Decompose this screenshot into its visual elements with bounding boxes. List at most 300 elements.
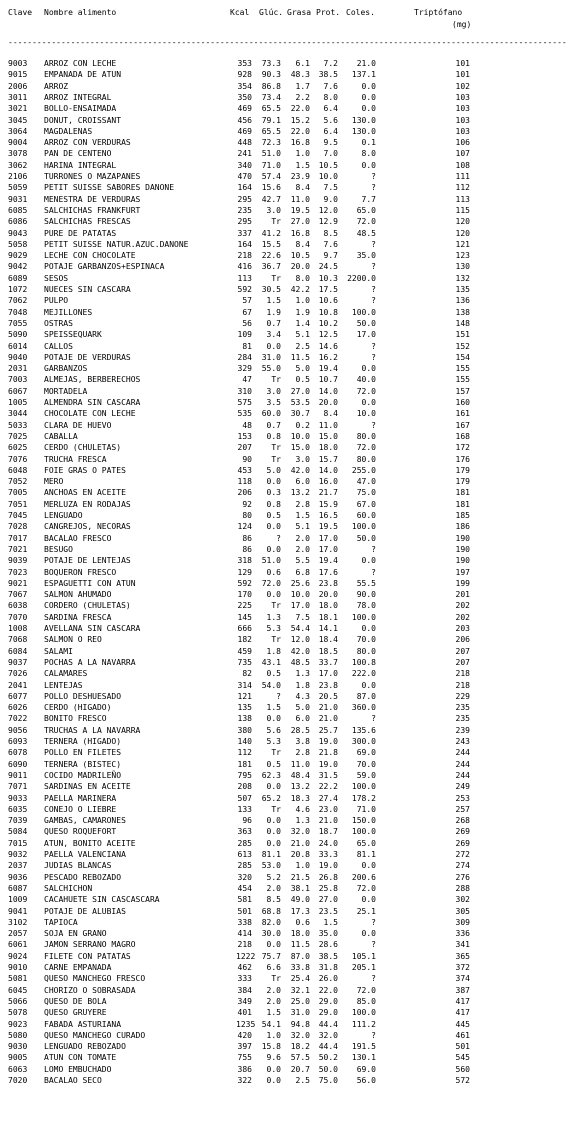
colesterol-value: 0.0 (361, 556, 376, 566)
table-row (0, 770, 479, 781)
table-row (0, 92, 479, 103)
food-name: BOQUERON FRESCO (44, 567, 117, 577)
triptofano-value: 545 (455, 1053, 470, 1063)
food-name: MERLUZA EN RODAJAS (44, 499, 131, 509)
colesterol-value: 255.0 (351, 465, 376, 475)
kcal-value: 67 (242, 307, 252, 317)
food-code: 7023 (8, 567, 28, 577)
food-name: POTAJE GARBANZOS+ESPINACA (44, 262, 165, 272)
table-row (0, 544, 479, 555)
food-name: GARBANZOS (44, 364, 88, 374)
food-name: ARROZ CON VERDURAS (44, 138, 131, 148)
glucidos-value: 0.8 (266, 499, 281, 509)
header-gluc: Glúc. (259, 8, 284, 17)
kcal-value: 470 (237, 172, 252, 181)
triptofano-value: 101 (455, 70, 470, 80)
kcal-value: 454 (237, 883, 252, 893)
colesterol-value: ? (371, 544, 376, 554)
glucidos-value: 71.0 (261, 160, 281, 170)
kcal-value: 80 (242, 511, 252, 520)
food-code: 6087 (8, 883, 28, 893)
food-code: 7039 (8, 816, 28, 826)
kcal-value: 575 (237, 398, 252, 407)
food-name: QUESO MANCHEGO FRESCO (44, 974, 146, 984)
kcal-value: 56 (242, 318, 252, 328)
food-code: 9036 (8, 872, 28, 882)
food-name: CARNE EMPANADA (44, 963, 112, 972)
proteina-value: 18.5 (318, 646, 338, 656)
triptofano-value: 179 (455, 477, 470, 487)
food-name: QUESO GRUYERE (44, 1008, 107, 1018)
kcal-value: 133 (237, 804, 252, 814)
glucidos-value: 0.0 (266, 522, 281, 532)
food-code: 7025 (8, 431, 28, 441)
kcal-value: 453 (237, 465, 252, 475)
grasa-value: 1.9 (295, 307, 310, 317)
proteina-value: 18.7 (318, 827, 338, 837)
food-code: 6089 (8, 273, 28, 283)
glucidos-value: 72.3 (261, 138, 281, 148)
grasa-value: 1.0 (295, 149, 310, 159)
food-name: HARINA INTEGRAL (44, 160, 117, 170)
food-name: JAMON SERRANO MAGRO (44, 940, 136, 950)
triptofano-value: 101 (455, 59, 470, 68)
triptofano-value: 190 (455, 533, 470, 543)
food-code: 6063 (8, 1064, 28, 1074)
grasa-value: 2.8 (295, 748, 310, 758)
grasa-value: 12.0 (290, 635, 310, 645)
triptofano-value: 136 (455, 296, 470, 306)
food-code: 7045 (8, 511, 28, 520)
table-row (0, 589, 479, 600)
table-row (0, 341, 479, 352)
triptofano-value: 197 (455, 567, 470, 577)
grasa-value: 42.0 (290, 465, 310, 475)
food-code: 6077 (8, 691, 28, 701)
table-row (0, 431, 479, 442)
kcal-value: 353 (237, 59, 252, 68)
kcal-value: 241 (237, 149, 252, 159)
food-code: 5081 (8, 974, 28, 984)
colesterol-value: 85.0 (356, 996, 376, 1006)
glucidos-value: 0.3 (266, 488, 281, 498)
kcal-value: 333 (237, 974, 252, 984)
table-row (0, 442, 479, 453)
triptofano-value: 305 (455, 906, 470, 916)
food-name: EMPANADA DE ATUN (44, 70, 122, 80)
food-name: PETIT SUISSE NATUR.AZUC.DANONE (44, 239, 189, 249)
food-name: SALMON AHUMADO (44, 590, 112, 600)
colesterol-value: 0.0 (361, 364, 376, 374)
triptofano-value: 501 (455, 1042, 470, 1052)
glucidos-value: 0.0 (266, 816, 281, 826)
colesterol-value: 21.0 (356, 59, 376, 68)
triptofano-value: 113 (455, 194, 470, 204)
proteina-value: 22.0 (318, 985, 338, 995)
glucidos-value: 1.5 (266, 703, 281, 713)
grasa-value: 20.0 (290, 262, 310, 272)
grasa-value: 33.8 (290, 963, 310, 972)
table-row (0, 533, 479, 544)
food-code: 7017 (8, 533, 28, 543)
grasa-value: 25.6 (290, 578, 310, 588)
proteina-value: 44.4 (318, 1019, 338, 1029)
food-name: PETIT SUISSE SABORES DANONE (44, 183, 175, 193)
grasa-value: 0.6 (295, 917, 310, 927)
triptofano-value: 185 (455, 511, 470, 520)
glucidos-value: 57.4 (261, 172, 281, 181)
proteina-value: 10.6 (318, 296, 338, 306)
food-name: AVELLANA SIN CASCARA (44, 624, 141, 633)
glucidos-value: 9.6 (266, 1053, 281, 1063)
colesterol-value: ? (371, 974, 376, 984)
colesterol-value: 2200.0 (347, 273, 376, 283)
grasa-value: 5.1 (295, 522, 310, 532)
food-name: ATUN, BONITO ACEITE (44, 838, 136, 848)
food-name: POCHAS A LA NAVARRA (44, 657, 136, 667)
kcal-value: 322 (237, 1076, 252, 1085)
triptofano-value: 186 (455, 522, 470, 532)
triptofano-value: 154 (455, 352, 470, 362)
table-row (0, 454, 479, 465)
header-kcal: Kcal (230, 8, 250, 17)
food-code: 5078 (8, 1008, 28, 1018)
colesterol-value: 72.0 (356, 386, 376, 396)
colesterol-value: 40.0 (356, 375, 376, 385)
food-code: 3044 (8, 409, 28, 419)
proteina-value: 16.5 (318, 511, 338, 520)
triptofano-value: 229 (455, 691, 470, 701)
food-name: TRUCHAS A LA NAVARRA (44, 725, 141, 735)
triptofano-value: 138 (455, 307, 470, 317)
grasa-value: 2.0 (295, 533, 310, 543)
grasa-value: 13.2 (290, 782, 310, 792)
grasa-value: 0.2 (295, 420, 310, 430)
proteina-value: 29.0 (318, 996, 338, 1006)
kcal-value: 340 (237, 160, 252, 170)
food-name: COCIDO MADRILEÑO (44, 770, 122, 780)
colesterol-value: 0.0 (361, 895, 376, 905)
table-header (0, 4, 479, 34)
food-name: CERDO (HIGADO) (44, 703, 112, 713)
table-row (0, 476, 479, 487)
food-name: PAELLA VALENCIANA (44, 850, 126, 859)
proteina-value: 31.8 (318, 963, 338, 972)
glucidos-value: 0.7 (266, 420, 281, 430)
glucidos-value: 0.0 (266, 1076, 281, 1085)
food-name: ARROZ CON LECHE (44, 59, 117, 68)
food-code: 6038 (8, 601, 28, 611)
kcal-value: 735 (237, 657, 252, 667)
grasa-value: 17.3 (290, 906, 310, 916)
glucidos-value: 1.9 (266, 307, 281, 317)
food-name: DONUT, CROISSANT (44, 115, 122, 125)
grasa-value: 18.0 (290, 929, 310, 939)
header-grasa: Grasa (287, 8, 312, 17)
table-row (0, 363, 479, 374)
table-row (0, 160, 479, 171)
kcal-value: 310 (237, 386, 252, 396)
grasa-value: 32.1 (290, 985, 310, 995)
kcal-value: 448 (237, 138, 252, 148)
colesterol-value: 105.1 (351, 951, 376, 961)
glucidos-value: 0.0 (266, 827, 281, 837)
glucidos-value: Tr (271, 748, 281, 758)
glucidos-value: 15.8 (261, 1042, 281, 1052)
kcal-value: 235 (237, 205, 252, 215)
kcal-value: 456 (237, 115, 252, 125)
food-code: 9004 (8, 138, 28, 148)
table-row (0, 499, 479, 510)
proteina-value: 38.5 (318, 951, 338, 961)
triptofano-value: 203 (455, 624, 470, 633)
grasa-value: 27.0 (290, 217, 310, 227)
colesterol-value: 135.6 (351, 725, 376, 735)
kcal-value: 401 (237, 1008, 252, 1018)
table-row (0, 420, 479, 431)
grasa-value: 48.3 (290, 70, 310, 80)
table-row (0, 171, 479, 182)
food-code: 6084 (8, 646, 28, 656)
proteina-value: 75.0 (318, 1076, 338, 1085)
proteina-value: 26.8 (318, 872, 338, 882)
colesterol-value: 0.0 (361, 81, 376, 91)
kcal-value: 153 (237, 431, 252, 441)
glucidos-value: Tr (271, 443, 281, 453)
header-triptofano: Triptófano (414, 8, 463, 17)
food-code: 9024 (8, 951, 28, 961)
kcal-value: 535 (237, 409, 252, 419)
grasa-value: 8.4 (295, 183, 310, 193)
food-name: SALMON O REO (44, 635, 102, 645)
proteina-value: 31.5 (318, 770, 338, 780)
table-row (0, 329, 479, 340)
kcal-value: 129 (237, 567, 252, 577)
table-row (0, 295, 479, 306)
colesterol-value: 8.0 (361, 149, 376, 159)
table-row (0, 985, 479, 996)
grasa-value: 42.2 (290, 285, 310, 294)
grasa-value: 11.5 (290, 352, 310, 362)
glucidos-value: Tr (271, 974, 281, 984)
grasa-value: 48.4 (290, 770, 310, 780)
glucidos-value: 42.7 (261, 194, 281, 204)
table-row (0, 928, 479, 939)
table-row (0, 872, 479, 883)
proteina-value: 10.5 (318, 160, 338, 170)
proteina-value: 19.4 (318, 556, 338, 566)
glucidos-value: 15.5 (261, 239, 281, 249)
triptofano-value: 107 (455, 149, 470, 159)
glucidos-value: 0.0 (266, 544, 281, 554)
kcal-value: 48 (242, 420, 252, 430)
food-name: CALAMARES (44, 669, 88, 679)
food-name: POLLO EN FILETES (44, 748, 122, 758)
glucidos-value: 31.0 (261, 352, 281, 362)
food-code: 3011 (8, 92, 28, 102)
kcal-value: 507 (237, 793, 252, 803)
table-row (0, 962, 479, 973)
food-code: 2106 (8, 172, 28, 181)
colesterol-value: ? (371, 352, 376, 362)
colesterol-value: 87.0 (356, 691, 376, 701)
colesterol-value: 100.0 (351, 307, 376, 317)
grasa-value: 7.5 (295, 612, 310, 622)
kcal-value: 92 (242, 499, 252, 509)
colesterol-value: 78.0 (356, 601, 376, 611)
triptofano-value: 274 (455, 861, 470, 871)
table-row (0, 487, 479, 498)
proteina-value: 19.0 (318, 759, 338, 769)
glucidos-value: 3.4 (266, 330, 281, 340)
glucidos-value: 68.8 (261, 906, 281, 916)
proteina-value: 10.0 (318, 172, 338, 181)
food-code: 3078 (8, 149, 28, 159)
food-name: BACALAO SECO (44, 1076, 102, 1085)
table-row (0, 849, 479, 860)
glucidos-value: Tr (271, 804, 281, 814)
colesterol-value: 67.0 (356, 499, 376, 509)
proteina-value: 18.0 (318, 443, 338, 453)
table-row (0, 996, 479, 1007)
kcal-value: 284 (237, 352, 252, 362)
triptofano-value: 374 (455, 974, 470, 984)
table-row (0, 318, 479, 329)
glucidos-value: Tr (271, 273, 281, 283)
triptofano-value: 155 (455, 375, 470, 385)
table-row (0, 781, 479, 792)
proteina-value: 10.3 (318, 273, 338, 283)
triptofano-value: 461 (455, 1030, 470, 1040)
food-name: FOIE GRAS O PATES (44, 465, 126, 475)
glucidos-value: 60.0 (261, 409, 281, 419)
glucidos-value: 0.0 (266, 838, 281, 848)
triptofano-value: 417 (455, 996, 470, 1006)
food-code: 1005 (8, 398, 28, 407)
kcal-value: 121 (237, 691, 252, 701)
table-row (0, 69, 479, 80)
grasa-value: 2.2 (295, 92, 310, 102)
glucidos-value: 1.8 (266, 646, 281, 656)
colesterol-value: 71.0 (356, 804, 376, 814)
proteina-value: 32.0 (318, 1030, 338, 1040)
food-name: TURRONES O MAZAPANES (44, 172, 141, 181)
kcal-value: 118 (237, 477, 252, 487)
table-row (0, 386, 479, 397)
colesterol-value: 48.5 (356, 228, 376, 238)
glucidos-value: 73.4 (261, 92, 281, 102)
triptofano-value: 206 (455, 635, 470, 645)
glucidos-value: 0.7 (266, 318, 281, 328)
food-name: PAELLA MARINERA (44, 793, 117, 803)
kcal-value: 218 (237, 251, 252, 261)
proteina-value: 50.0 (318, 1064, 338, 1074)
colesterol-value: 0.0 (361, 929, 376, 939)
colesterol-value: 72.0 (356, 443, 376, 453)
table-row (0, 691, 479, 702)
food-code: 1072 (8, 285, 28, 294)
triptofano-value: 120 (455, 228, 470, 238)
triptofano-value: 103 (455, 115, 470, 125)
colesterol-value: 0.0 (361, 398, 376, 407)
grasa-value: 5.0 (295, 703, 310, 713)
triptofano-value: 253 (455, 793, 470, 803)
proteina-value: 24.5 (318, 262, 338, 272)
glucidos-value: 0.8 (266, 431, 281, 441)
food-name: CHOCOLATE CON LECHE (44, 409, 136, 419)
colesterol-value: 65.0 (356, 838, 376, 848)
food-name: QUESO MANCHEGO CURADO (44, 1030, 146, 1040)
food-name: POLLO DESHUESADO (44, 691, 122, 701)
food-code: 1008 (8, 624, 28, 633)
proteina-value: 20.0 (318, 590, 338, 600)
colesterol-value: 75.0 (356, 488, 376, 498)
food-name: CERDO (CHULETAS) (44, 443, 122, 453)
colesterol-value: 81.1 (356, 850, 376, 859)
food-code: 5080 (8, 1030, 28, 1040)
table-row (0, 408, 479, 419)
table-row (0, 374, 479, 385)
table-row (0, 397, 479, 408)
proteina-value: 10.8 (318, 307, 338, 317)
proteina-value: 35.0 (318, 929, 338, 939)
triptofano-value: 179 (455, 465, 470, 475)
colesterol-value: 150.0 (351, 816, 376, 826)
glucidos-value: 6.6 (266, 963, 281, 972)
kcal-value: 420 (237, 1030, 252, 1040)
proteina-value: 21.7 (318, 488, 338, 498)
table-row (0, 815, 479, 826)
colesterol-value: 191.5 (351, 1042, 376, 1052)
table-row (0, 634, 479, 645)
glucidos-value: ? (276, 533, 281, 543)
grasa-value: 1.5 (295, 160, 310, 170)
table-row (0, 148, 479, 159)
kcal-value: 295 (237, 217, 252, 227)
triptofano-value: 103 (455, 126, 470, 136)
food-code: 5090 (8, 330, 28, 340)
glucidos-value: 1.5 (266, 1008, 281, 1018)
proteina-value: 25.8 (318, 883, 338, 893)
triptofano-value: 207 (455, 657, 470, 667)
table-row (0, 194, 479, 205)
food-name: MORTADELA (44, 386, 88, 396)
triptofano-value: 272 (455, 850, 470, 859)
food-code: 7067 (8, 590, 28, 600)
table-row (0, 826, 479, 837)
table-row (0, 465, 479, 476)
proteina-value: 23.5 (318, 906, 338, 916)
glucidos-value: 3.5 (266, 398, 281, 407)
table-row (0, 838, 479, 849)
kcal-value: 318 (237, 556, 252, 566)
table-row (0, 182, 479, 193)
food-name: SALAMI (44, 646, 73, 656)
food-name: QUESO DE BOLA (44, 996, 107, 1006)
colesterol-value: 0.0 (361, 861, 376, 871)
food-code: 9005 (8, 1053, 28, 1063)
kcal-value: 1235 (236, 1019, 256, 1029)
food-name: LENGUADO REBOZADO (44, 1042, 126, 1052)
kcal-value: 182 (237, 635, 252, 645)
grasa-value: 28.5 (290, 725, 310, 735)
grasa-value: 20.8 (290, 850, 310, 859)
food-code: 9039 (8, 556, 28, 566)
triptofano-value: 243 (455, 737, 470, 746)
glucidos-value: 75.7 (261, 951, 281, 961)
food-code: 7071 (8, 782, 28, 792)
glucidos-value: 36.7 (261, 262, 281, 272)
